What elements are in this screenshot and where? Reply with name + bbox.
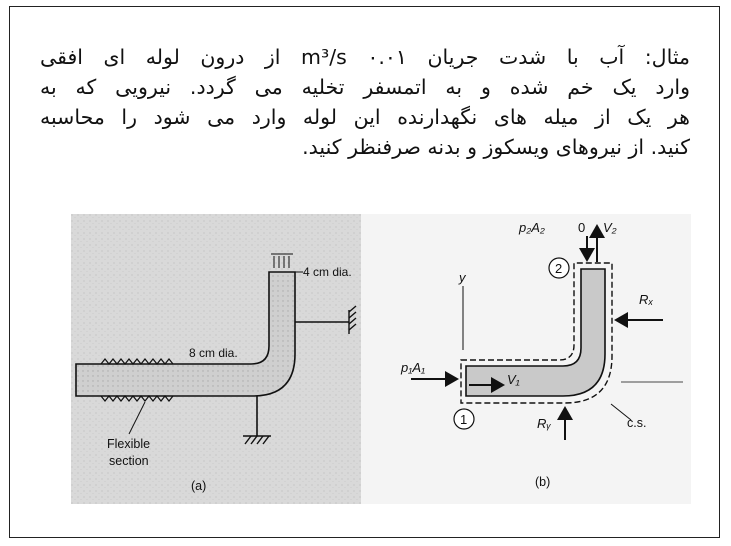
problem-statement — [40, 42, 690, 162]
problem-line-4: کنید. از نیروهای ویسکوز و بدنه صرفنظر کنید. — [302, 135, 690, 159]
figure-b-caption: (b) — [535, 475, 551, 489]
zero-label: 0 — [578, 220, 586, 235]
problem-line-1: مثال: آب با شدت جریان ۰.۰۱ m³/s از درون لوله ای افقی — [40, 45, 690, 69]
figure-b-background — [361, 214, 691, 504]
p2a2-label: p₂A₂ — [519, 220, 545, 235]
flexible-label-line2: section — [109, 454, 149, 468]
y-axis-label: y — [459, 270, 466, 285]
v2-label: V₂ — [603, 220, 617, 235]
problem-line-2: وارد یک خم شده و به اتمسفر تخلیه می گردد. نیرویی که به — [40, 75, 690, 99]
station-1-label: 1 — [460, 412, 468, 427]
outlet-dia-label: 4 cm dia. — [303, 265, 352, 279]
problem-line-3: هر یک از میله های نگهدارنده این لوله وارد می شود را محاسبه — [40, 105, 690, 129]
cs-label: c.s. — [627, 416, 647, 430]
station-2-label: 2 — [555, 261, 563, 276]
ry-label: Rᵧ — [537, 416, 552, 431]
p1a1-label: p₁A₁ — [401, 360, 426, 375]
inlet-dia-label: 8 cm dia. — [189, 346, 238, 360]
v1-label: V₁ — [507, 372, 520, 387]
rx-label: Rₓ — [639, 292, 654, 307]
figure-a-caption: (a) — [191, 479, 207, 493]
flexible-label-line1: Flexible — [107, 437, 151, 451]
pipe-bend-figure — [71, 214, 691, 504]
